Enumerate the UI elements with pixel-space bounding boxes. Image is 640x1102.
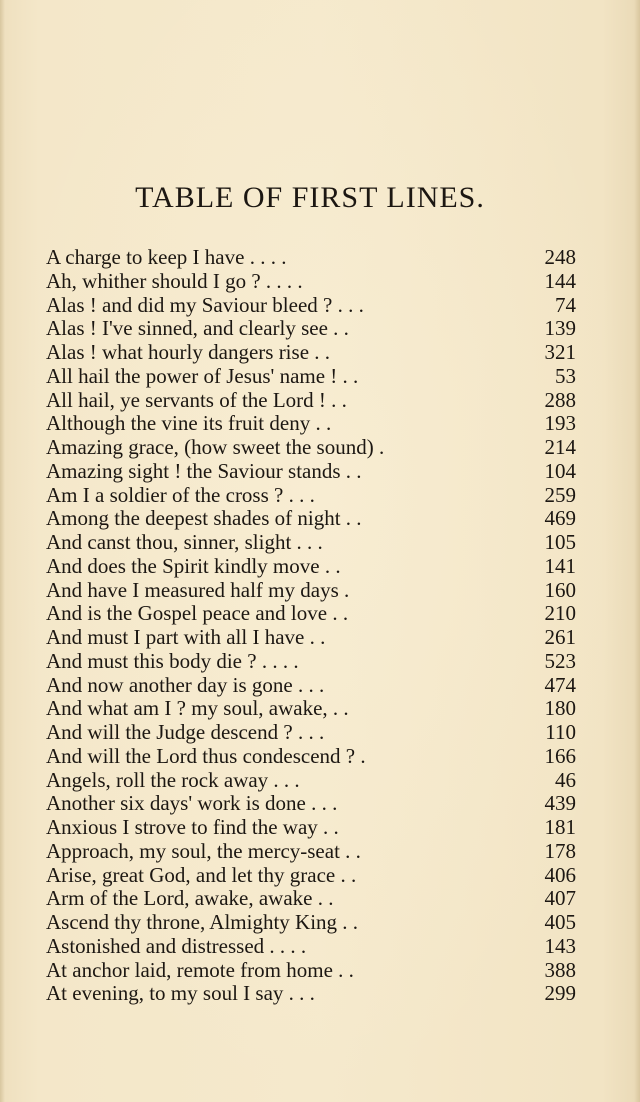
first-line-text: And what am I ? my soul, awake, . . [46,696,349,721]
hymn-number: 248 [544,245,576,269]
first-line-text: Alas ! and did my Saviour bleed ? . . . [46,292,364,317]
list-item [46,578,576,602]
hymn-number: 405 [544,910,576,934]
hymn-number: 261 [544,625,576,649]
hymn-number: 110 [545,720,576,744]
hymn-number: 299 [544,981,576,1006]
hymn-number: 139 [544,316,576,341]
first-line-text: At evening, to my soul I say . . . [46,981,315,1006]
hymn-number: 74 [555,292,576,317]
first-line-text: Ascend thy throne, Almighty King . . [46,910,359,934]
hymn-number: 143 [544,933,576,958]
hymn-number: 288 [544,387,576,412]
first-line-text: And have I measured half my days . [46,577,350,602]
first-line-text: A charge to keep I have . . . . [46,245,287,269]
first-line-text: Although the vine its fruit deny . . [46,411,332,436]
first-line-text: Astonished and distressed . . . . [46,933,307,958]
hymn-number: 178 [544,838,576,863]
hymn-number: 53 [555,363,576,388]
hymn-number: 474 [544,672,576,697]
list-item [46,435,576,459]
list-item [46,554,576,578]
list-item [46,815,576,839]
list-item [46,340,576,364]
hymn-number: 259 [544,482,576,507]
list-item [46,720,576,744]
list-item [46,863,576,887]
list-item [46,934,576,958]
list-item [46,649,576,673]
first-line-text: Approach, my soul, the mercy-seat . . [46,838,361,863]
first-line-text: Among the deepest shades of night . . [46,506,362,531]
first-line-text: All hail, ye servants of the Lord ! . . [46,387,347,412]
first-line-text: And must this body die ? . . . . [46,648,299,673]
hymn-number: 160 [544,577,576,602]
hymn-number: 406 [544,862,576,887]
first-line-text: Ah, whither should I go ? . . . . [46,268,303,293]
list-item [46,839,576,863]
list-item [46,483,576,507]
first-line-text: Am I a soldier of the cross ? . . . [46,482,315,507]
list-item [46,910,576,934]
first-line-text: And is the Gospel peace and love . . [46,601,349,626]
list-item [46,625,576,649]
hymn-number: 141 [544,553,576,578]
hymn-number: 439 [544,791,576,816]
first-line-text: And must I part with all I have . . [46,625,326,649]
first-line-text: Alas ! what hourly dangers rise . . [46,340,331,364]
page-left-edge [0,0,5,1102]
page-title: TABLE OF FIRST LINES. [135,181,485,215]
first-line-text: At anchor laid, remote from home . . [46,957,354,982]
first-line-text: Amazing grace, (how sweet the sound) . [46,435,385,459]
list-item [46,459,576,483]
first-line-text: Alas ! I've sinned, and clearly see . . [46,316,349,341]
list-item [46,744,576,768]
first-line-text: And canst thou, sinner, slight . . . [46,530,323,554]
first-line-text: All hail the power of Jesus' name ! . . [46,363,359,388]
hymn-number: 166 [544,743,576,768]
first-line-text: And will the Lord thus condescend ? . [46,743,366,768]
list-item [46,316,576,340]
first-line-text: And will the Judge descend ? . . . [46,720,325,744]
list-item [46,364,576,388]
list-item [46,673,576,697]
hymn-number: 469 [544,506,576,531]
first-line-text: Arm of the Lord, awake, awake . . [46,886,334,911]
first-line-text: And now another day is gone . . . [46,672,325,697]
list-item [46,293,576,317]
list-item [46,601,576,625]
list-item [46,530,576,554]
first-lines-list [46,245,576,1005]
hymn-number: 46 [555,767,576,792]
hymn-number: 321 [544,340,576,364]
hymn-number: 104 [544,458,576,483]
hymn-number: 180 [544,696,576,721]
list-item [46,245,576,269]
list-item [46,791,576,815]
hymn-number: 214 [544,435,576,459]
list-item [46,269,576,293]
hymn-number: 181 [544,815,576,839]
list-item [46,958,576,982]
list-item [46,411,576,435]
first-line-text: Anxious I strove to find the way . . [46,815,339,839]
list-item [46,506,576,530]
hymn-number: 105 [544,530,576,554]
list-item [46,388,576,412]
first-line-text: Amazing sight ! the Saviour stands . . [46,458,362,483]
list-item [46,696,576,720]
first-line-text: Another six days' work is done . . . [46,791,338,816]
hymn-number: 388 [544,957,576,982]
hymn-number: 407 [544,886,576,911]
hymn-number: 210 [544,601,576,626]
hymn-number: 523 [544,648,576,673]
list-item [46,886,576,910]
page-right-edge [634,0,640,1102]
list-item [46,768,576,792]
hymn-number: 193 [544,411,576,436]
list-item [46,981,576,1005]
first-line-text: Arise, great God, and let thy grace . . [46,862,357,887]
hymn-number: 144 [544,268,576,293]
first-line-text: Angels, roll the rock away . . . [46,767,300,792]
first-line-text: And does the Spirit kindly move . . [46,553,341,578]
